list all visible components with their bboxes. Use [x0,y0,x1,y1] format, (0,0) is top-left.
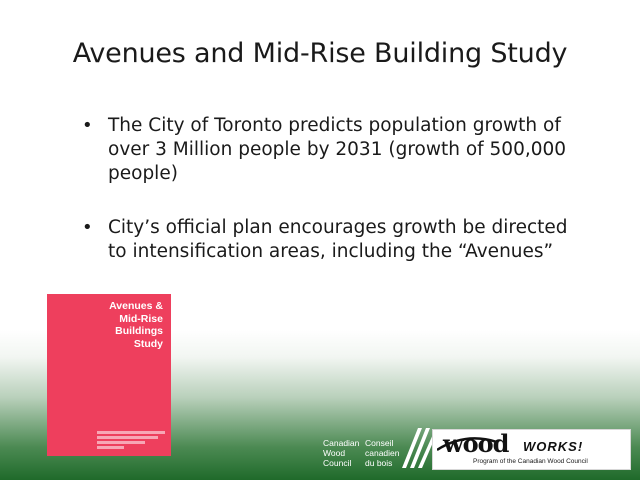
bullet-list [82,114,582,294]
bullet-text: City’s official plan encourages growth be directed to intensification areas, including the “Avenues” [108,217,568,262]
woodworks-logo [432,429,631,470]
cwc-name-english: Canadian Wood Council [323,438,360,468]
cwc-name-french: Conseil canadien du bois [365,438,400,468]
bullet-item [82,216,582,264]
report-cover-image [47,294,171,456]
woodworks-works-text: WORKS! [523,439,584,454]
report-cover-title: Avenues & Mid-Rise Buildings Study [109,300,163,350]
cwc-logo-icon [400,428,434,468]
woodworks-tagline: Program of the Canadian Wood Council [473,458,588,465]
woodworks-wood-text: wood [443,429,509,458]
slide-title: Avenues and Mid-Rise Building Study [72,38,568,69]
bullet-item [82,114,582,186]
bullet-icon: • [82,115,93,136]
bullet-icon: • [82,217,93,238]
report-cover-fine-print [97,431,165,449]
bullet-text: The City of Toronto predicts population growth of over 3 Million people by 2031 (growth of 500,000 people) [108,115,567,184]
